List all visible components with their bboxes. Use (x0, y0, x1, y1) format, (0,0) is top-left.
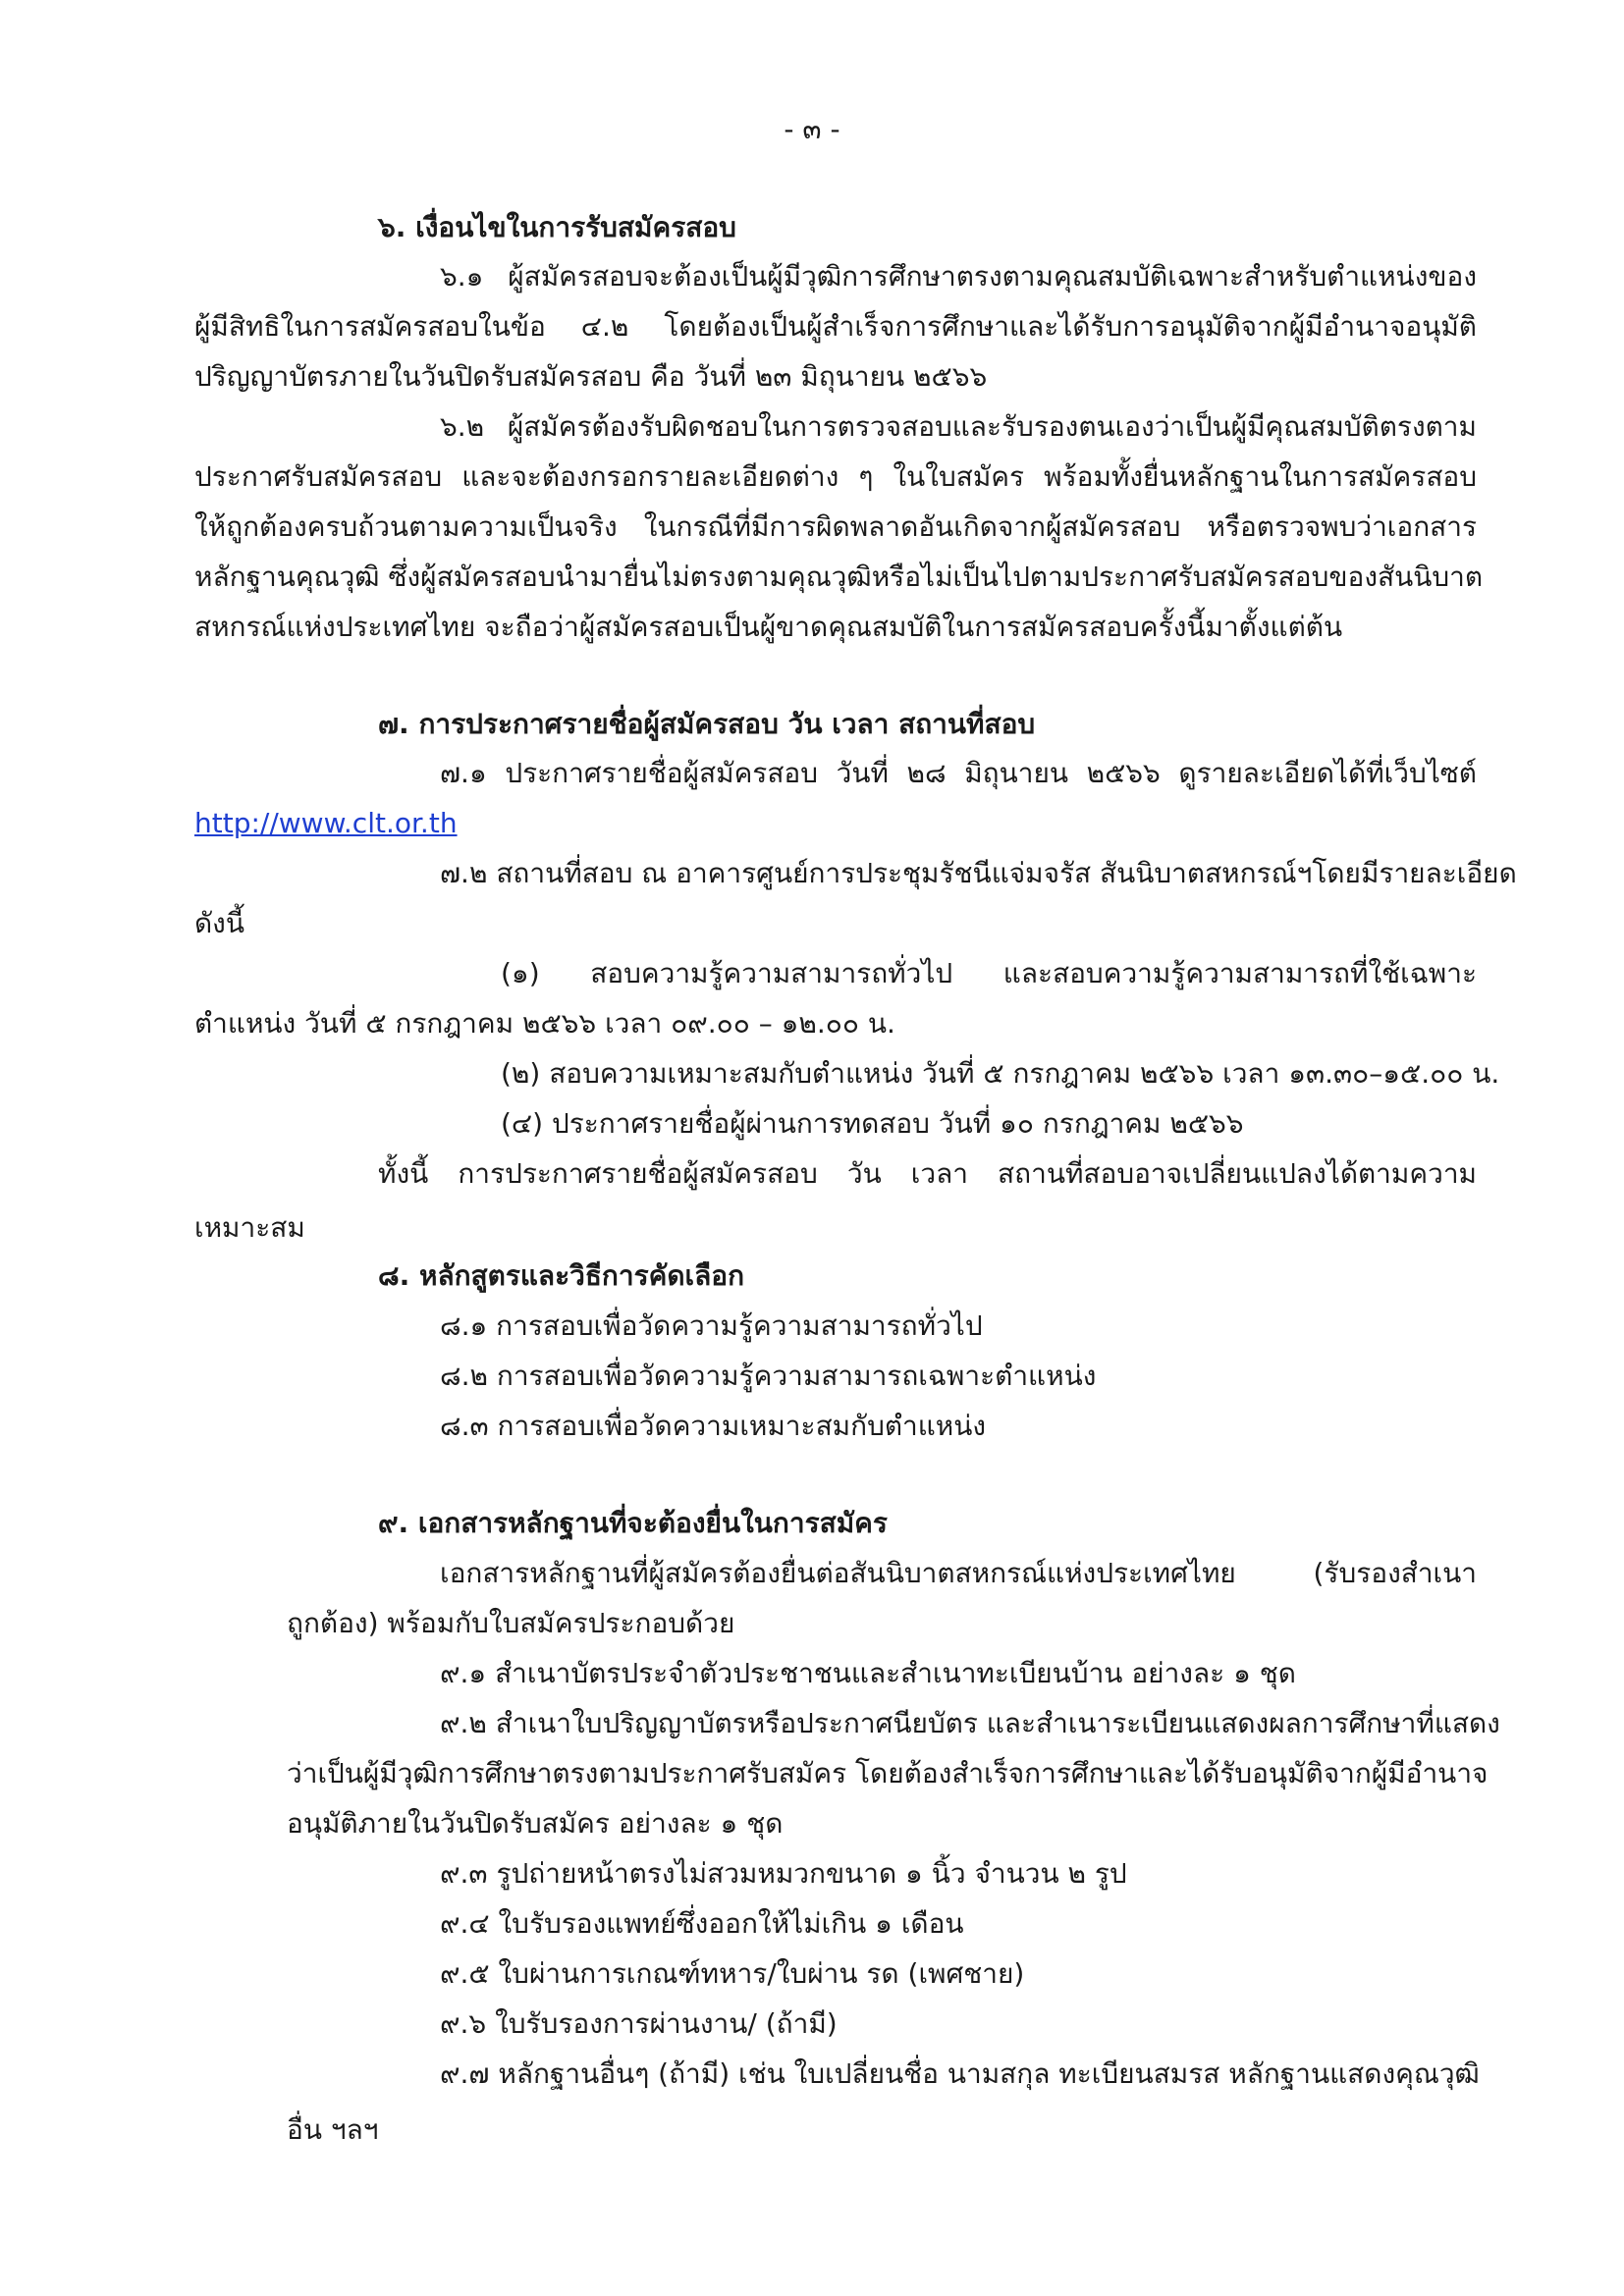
list-item: ๙.๓ รูปถ่ายหน้าตรงไม่สวมหมวกขนาด ๑ นิ้ว จำนวน ๒ รูป (440, 1857, 1127, 1890)
list-item: ๙.๔ ใบรับรองแพทย์ซึ่งออกให้ไม่เกิน ๑ เดือน (440, 1907, 964, 1940)
paragraph-line: ให้ถูกต้องครบถ้วนตามความเป็นจริง ในกรณีที่มีการผิดพลาดอันเกิดจากผู้สมัครสอบ หรือตรวจพบว่าเอกสาร (194, 510, 1477, 543)
list-item: ๘.๓ การสอบเพื่อวัดความเหมาะสมกับตำแหน่ง (440, 1410, 987, 1442)
paragraph-line: ๗.๒ สถานที่สอบ ณ อาคารศูนย์การประชุมรัชนีแจ่มจรัส สันนิบาตสหกรณ์ฯโดยมีรายละเอียด (440, 857, 1517, 889)
list-item: ๘.๑ การสอบเพื่อวัดความรู้ความสามารถทั่วไป (440, 1309, 983, 1342)
section-6-heading: ๖. เงื่อนไขในการรับสมัครสอบ (378, 211, 736, 243)
paragraph-line: สหกรณ์แห่งประเทศไทย จะถือว่าผู้สมัครสอบเป็นผู้ขาดคุณสมบัติในการสมัครสอบครั้งนี้มาตั้งแต่ต้น (194, 611, 1343, 643)
paragraph-line: ผู้มีสิทธิในการสมัครสอบในข้อ ๔.๒ โดยต้องเป็นผู้สำเร็จการศึกษาและได้รับการอนุมัติจากผู้มีอำนาจอนุมัติ (194, 310, 1477, 343)
page-number: - ๓ - (784, 113, 840, 145)
paragraph-line: ปริญญาบัตรภายในวันปิดรับสมัครสอบ คือ วันที่ ๒๓ มิถุนายน ๒๕๖๖ (194, 360, 988, 393)
paragraph-line: ถูกต้อง) พร้อมกับใบสมัครประกอบด้วย (287, 1607, 735, 1639)
paragraph-line: ดังนี้ (194, 907, 244, 939)
paragraph-line: ทั้งนี้ การประกาศรายชื่อผู้สมัครสอบ วัน เวลา สถานที่สอบอาจเปลี่ยนแปลงได้ตามความ (378, 1157, 1477, 1190)
paragraph-line: ๖.๑ ผู้สมัครสอบจะต้องเป็นผู้มีวุฒิการศึกษาตรงตามคุณสมบัติเฉพาะสำหรับตำแหน่งของ (440, 260, 1477, 293)
paragraph-line: ๗.๑ ประกาศรายชื่อผู้สมัครสอบ วันที่ ๒๘ มิถุนายน ๒๕๖๖ ดูรายละเอียดได้ที่เว็บไซต์ (440, 757, 1477, 789)
section-9-heading: ๙. เอกสารหลักฐานที่จะต้องยื่นในการสมัคร (378, 1507, 888, 1539)
paragraph-line: อื่น ฯลฯ (287, 2113, 379, 2146)
paragraph-line: ว่าเป็นผู้มีวุฒิการศึกษาตรงตามประกาศรับสมัคร โดยต้องสำเร็จการศึกษาและได้รับอนุมัติจากผู้มีอำนาจ (287, 1757, 1489, 1789)
list-item: ๙.๗ หลักฐานอื่นๆ (ถ้ามี) เช่น ใบเปลี่ยนชื่อ นามสกุล ทะเบียนสมรส หลักฐานแสดงคุณวุฒิ (440, 2057, 1480, 2090)
section-7-heading: ๗. การประกาศรายชื่อผู้สมัครสอบ วัน เวลา สถานที่สอบ (378, 708, 1036, 740)
paragraph-line: เอกสารหลักฐานที่ผู้สมัครต้องยื่นต่อสันนิบาตสหกรณ์แห่งประเทศไทย (รับรองสำเนา (440, 1557, 1477, 1589)
paragraph-line: ตำแหน่ง วันที่ ๕ กรกฎาคม ๒๕๖๖ เวลา ๐๙.๐๐ – ๑๒.๐๐ น. (194, 1007, 895, 1040)
paragraph-line: เหมาะสม (194, 1211, 305, 1244)
paragraph-line: หลักฐานคุณวุฒิ ซึ่งผู้สมัครสอบนำมายื่นไม่ตรงตามคุณวุฒิหรือไม่เป็นไปตามประกาศรับสมัครสอบของสันนิบาต (194, 561, 1484, 593)
paragraph-line: (๒) สอบความเหมาะสมกับตำแหน่ง วันที่ ๕ กรกฎาคม ๒๕๖๖ เวลา ๑๓.๓๐–๑๕.๐๐ น. (501, 1057, 1500, 1090)
paragraph-line: (๑) สอบความรู้ความสามารถทั่วไป และสอบความรู้ความสามารถที่ใช้เฉพาะ (501, 957, 1477, 989)
list-item: ๘.๒ การสอบเพื่อวัดความรู้ความสามารถเฉพาะตำแหน่ง (440, 1360, 1097, 1392)
website-link[interactable]: http://www.clt.or.th (194, 807, 458, 839)
list-item: ๙.๕ ใบผ่านการเกณฑ์ทหาร/ใบผ่าน รด (เพศชาย) (440, 1957, 1025, 1990)
paragraph-line: ๖.๒ ผู้สมัครต้องรับผิดชอบในการตรวจสอบและรับรองตนเองว่าเป็นผู้มีคุณสมบัติตรงตาม (440, 410, 1477, 443)
list-item: ๙.๖ ใบรับรองการผ่านงาน/ (ถ้ามี) (440, 2007, 838, 2040)
paragraph-line: (๔) ประกาศรายชื่อผู้ผ่านการทดสอบ วันที่ ๑๐ กรกฎาคม ๒๕๖๖ (501, 1107, 1244, 1140)
paragraph-line: ประกาศรับสมัครสอบ และจะต้องกรอกรายละเอียดต่าง ๆ ในใบสมัคร พร้อมทั้งยื่นหลักฐานในการสมัครสอบ (194, 460, 1477, 493)
list-item: ๙.๒ สำเนาใบปริญญาบัตรหรือประกาศนียบัตร และสำเนาระเบียนแสดงผลการศึกษาที่แสดง (440, 1707, 1500, 1739)
paragraph-line: อนุมัติภายในวันปิดรับสมัคร อย่างละ ๑ ชุด (287, 1807, 784, 1840)
section-8-heading: ๘. หลักสูตรและวิธีการคัดเลือก (378, 1259, 745, 1292)
list-item: ๙.๑ สำเนาบัตรประจำตัวประชาชนและสำเนาทะเบียนบ้าน อย่างละ ๑ ชุด (440, 1657, 1296, 1689)
